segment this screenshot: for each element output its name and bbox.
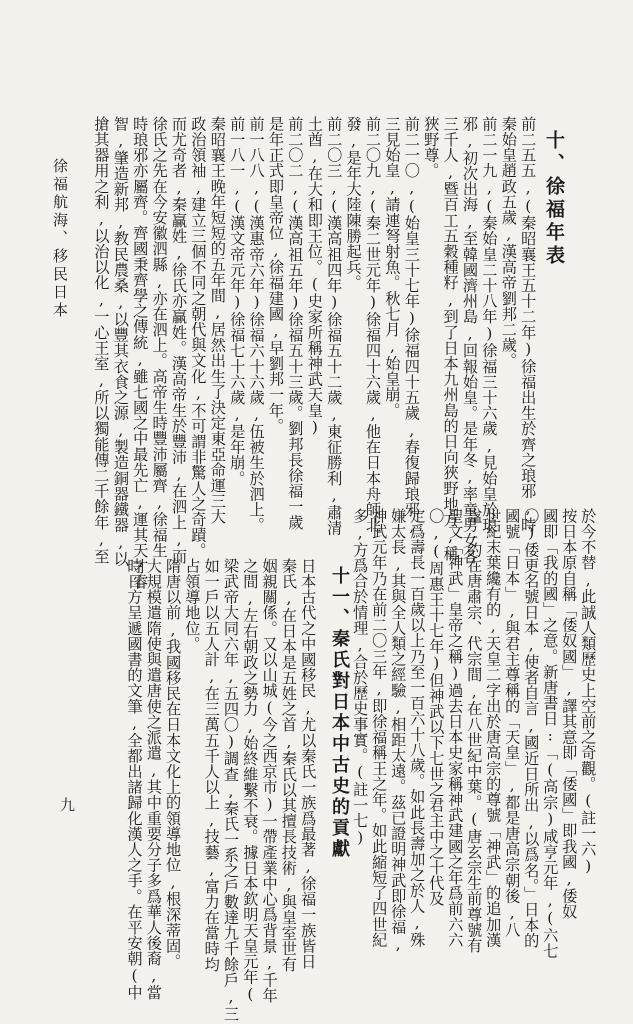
upper-line-7: 前二一〇,(始皇三十七年)徐福四十五歲,春復歸琅邪, <box>402 116 421 536</box>
upper-line-2: 秦始皇趙政五歲,漢高帝劉邦二歲。 <box>499 116 518 369</box>
upper-line-22: 智,肇造新邦,教民農桑,以豐其衣食之源,製造銅器鐵器,以 <box>111 116 130 567</box>
section-heading-11: 十一、秦氏對日本中古史的貢獻 <box>329 566 350 860</box>
lower-line-b-7: 占領導地位。 <box>183 558 202 652</box>
lower-line-1: 於今不替,此誠人類歷史上空前之奇觀。(註一六) <box>579 508 598 876</box>
lower-line-7: 諡,約在唐肅宗、代宗間,在八世紀中葉。(唐玄宗生前尊號有 <box>465 508 484 954</box>
lower-line-b-6: 如一戶以五人計,在三萬五千人以上,技藝,富力在當時均 <box>202 558 221 972</box>
lower-line-11: 嫌太長,其與全人類之經驗,相距太遠。茲已證明神武即徐福, <box>389 508 408 954</box>
lower-line-2: 按日本原自稱「倭奴國」,譯其意即「倭國」即我國,倭奴 <box>560 508 579 920</box>
upper-line-5: 三千人,暨百工五穀種籽,到了日本九州島的日向狹野地方,稱 <box>441 116 460 562</box>
upper-line-13: 前二〇二,(漢高祖五年)徐福五十三歲。劉邦長徐福一歲 <box>286 116 305 530</box>
lower-line-b-3: 姻親關係。又以山城(今之西京市)一帶產業中心爲背景,千年 <box>260 558 279 1004</box>
lower-line-6: 世紀末葉纔有的,天皇二字出於唐高宗的尊號「神武」的追加漢 <box>484 508 503 948</box>
lower-line-b-2: 秦氏,在日本是五姓之首,秦氏以其擅長技術,與皇室世有 <box>279 558 298 972</box>
upper-line-17: 秦昭襄王晚年短短的五年間,居然出生了決定東亞命運三大 <box>208 116 227 525</box>
lower-line-b-1: 日本古代之中國移民,尤以秦氏一族爲最著,徐福一族皆日 <box>299 558 318 970</box>
lower-line-b-10: 時日方呈遞國書的文筆,全都出諸歸化漢人之手。在平安朝(中 <box>125 558 144 1001</box>
upper-line-19: 而尤奇者,秦贏姓,徐氏亦贏姓。漢高帝生於豐沛,在泗上,而 <box>170 116 188 564</box>
upper-line-18: 政治領袖,建立三個不同之朝代與文化,不可謂非驚人之奇蹟。 <box>189 116 208 559</box>
section-heading-10: 十、徐福年表 <box>543 130 565 268</box>
lower-line-8: 聖文「神武」皇帝之稱)過去日本史家稱神武建國之年爲前六六 <box>446 508 465 948</box>
upper-line-1: 前二五五,(秦昭襄王五十二年)徐福出生於齊之琅邪,時 <box>519 116 538 533</box>
upper-line-12: 土酋,在大和即王位。(史家所稱神武天皇) <box>305 116 324 437</box>
lower-line-5: 國號「日本」,與君主尊稱的「天皇」,都是唐高宗朝後,八 <box>503 508 522 938</box>
upper-line-3: 前二一九,(秦始皇二十八年)徐福三十六歲,見始皇於琅 <box>480 116 499 533</box>
upper-line-16: 前一八一,(漢文帝元年)徐福七十六歲,是年崩。 <box>228 116 247 486</box>
upper-block <box>80 108 580 590</box>
running-head: 徐福航海、移民日本 <box>51 158 69 320</box>
lower-line-4: 〇)倭更名號日本,使者自言,國近日所出,以爲名。」日本的 <box>522 508 541 949</box>
lower-line-12: 神武元年乃在前二〇三年,即徐福稱王之年。如此縮短了四世紀 <box>370 508 389 948</box>
upper-line-6: 狹野尊。 <box>422 116 441 179</box>
lower-line-b-5: 梁武帝大同六年,五四〇)調查,秦氏一系之戶數達九千餘戶,三 <box>222 558 240 1022</box>
upper-line-20: 徐氏之先在今安徽泗縣,亦在泗上。高帝生時豐沛屬齊,徐福生 <box>150 116 169 559</box>
lower-line-9: 〇,(周惠王十七年)但神武以下七世之君主中之十代及 <box>427 508 446 907</box>
upper-line-14: 是年正式即皇帝位,徐福建國,早劉邦一年。 <box>267 116 285 434</box>
lower-line-10: 定爲壽長一百歲以上乃至一百六十八歲。如此長壽加之於人,殊 <box>408 508 427 948</box>
upper-line-4: 邪,初次出海,至韓國濟州島,回報始皇。是年冬,率童男女各 <box>461 116 479 564</box>
upper-line-21: 時琅邪亦屬齊。齊國秉齊學之傳統,雖七國之中最先亡,運其天才睿 <box>131 116 150 590</box>
lower-line-b-4: 之間,左右朝政之勢力,始終維繫不衰。據日本欽明天皇元年( <box>241 558 260 1004</box>
lower-block <box>80 508 600 1022</box>
lower-line-3: 國即「我的國」之意。新唐書日:「(高宗)咸亨元年,(六七 <box>541 508 560 959</box>
lower-line-13: 多,方爲合於情理,合於歷史事實。(註一七) <box>351 508 370 847</box>
upper-line-9: 前二〇九,(秦二世元年)徐福四十六歲,他在日本舟師北 <box>364 116 382 533</box>
lower-line-b-9: 大規模遣隋使與遣唐使之派遣,其中重要分子多爲華人後裔,當 <box>144 558 163 1001</box>
page-number: 九 <box>60 796 76 814</box>
upper-line-23: 搶其器用之利,以治以化,一心王室,所以獨能傳二千餘年,至 <box>92 116 111 564</box>
lower-line-b-8: 隋唐以前,我國移民在日本文化上的領導地位,根深蒂固。 <box>164 558 183 970</box>
upper-line-11: 前二〇三,(漢高祖四年)徐福五十二歲,東征勝利,肅清 <box>325 116 344 536</box>
upper-line-8: 三見始皇,請連弩射魚。秋七月,始皇崩。 <box>383 116 402 418</box>
upper-line-15: 前一八八,(漢惠帝六年)徐福六十六歲,伍被生於泗上。 <box>247 116 266 533</box>
upper-line-10: 發,是年大陸陳勝起兵。 <box>344 116 363 291</box>
